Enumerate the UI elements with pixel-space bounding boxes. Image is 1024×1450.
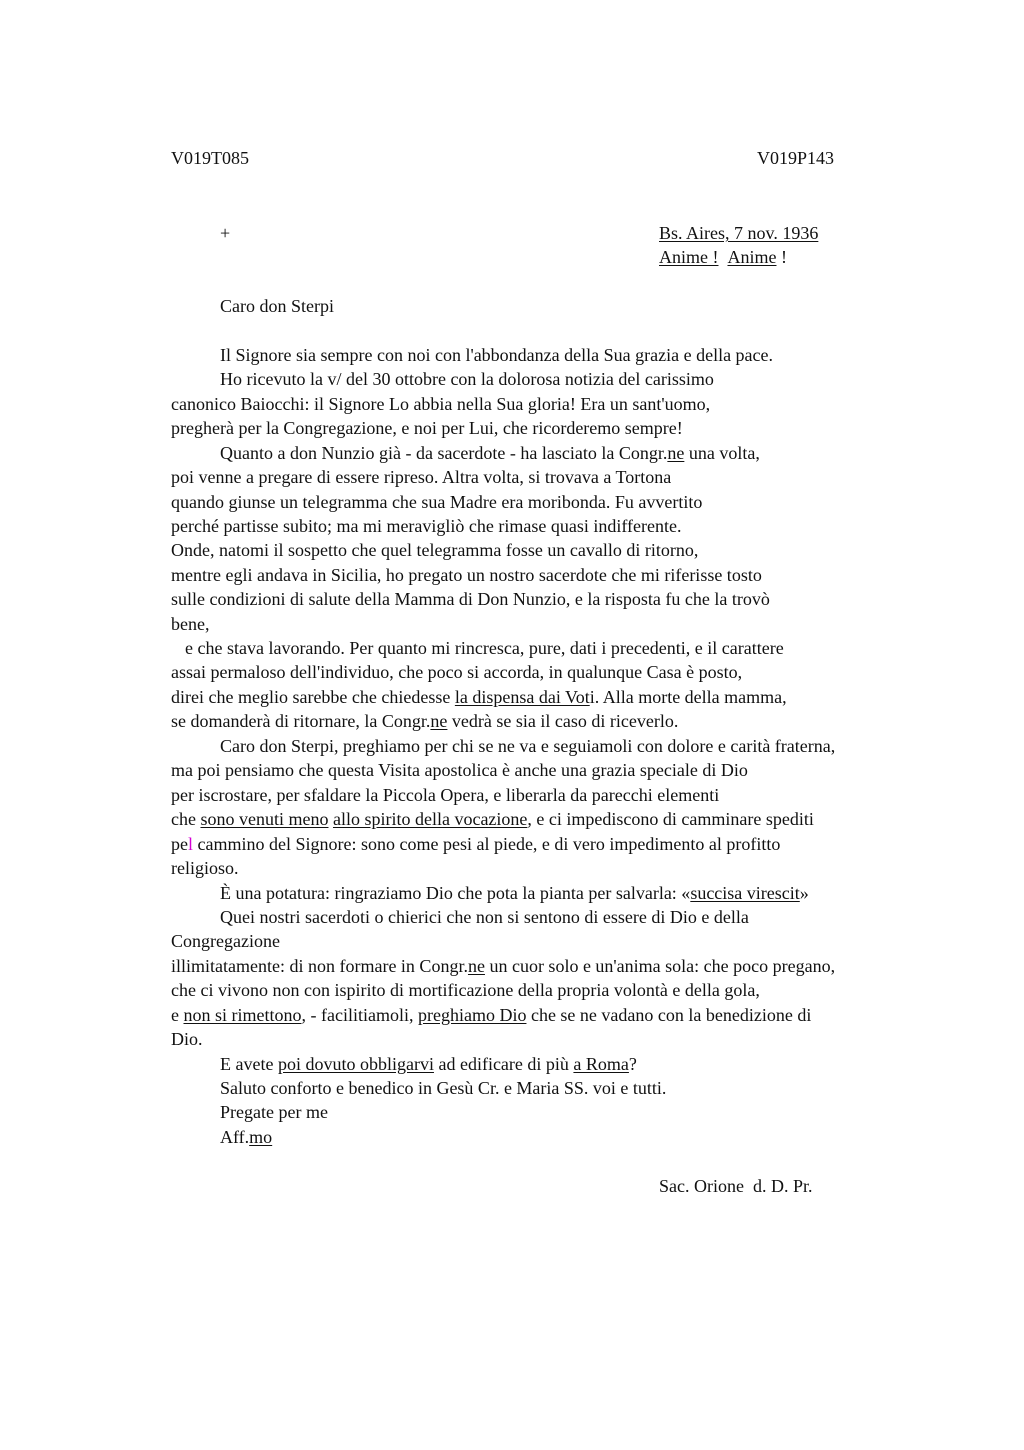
motto-part: Anime ! — [659, 247, 719, 267]
body-line: e non si rimettono, - facilitiamoli, preghiamo Dio che se ne vadano con la benedizione di — [171, 1005, 812, 1025]
body-line: pregherà per la Congregazione, e noi per Lui, che ricorderemo sempre! — [171, 418, 683, 438]
body-line: È una potatura: ringraziamo Dio che pota la pianta per salvarla: «succisa virescit» — [220, 883, 809, 903]
body-line: Ho ricevuto la v/ del 30 ottobre con la dolorosa notizia del carissimo — [220, 369, 714, 389]
signature: Sac. Orione d. D. Pr. — [659, 1176, 813, 1196]
body-line: poi venne a pregare di essere ripreso. Altra volta, si trovava a Tortona — [171, 467, 672, 487]
letter-date: Bs. Aires, 7 nov. 1936 — [659, 223, 819, 243]
body-line: mentre egli andava in Sicilia, ho pregato un nostro sacerdote che mi riferisse tosto — [171, 565, 762, 585]
motto — [659, 245, 787, 269]
body-line: illimitatamente: di non formare in Congr.ne un cuor solo e un'anima sola: che poco pregano, — [171, 956, 836, 976]
body-line: pel cammino del Signore: sono come pesi al piede, e di vero impedimento al profitto — [171, 834, 781, 854]
body-line: Pregate per me — [220, 1102, 328, 1122]
body-line: che sono venuti meno allo spirito della vocazione, e ci impediscono di camminare spediti — [171, 809, 814, 829]
body-line: perché partisse subito; ma mi meravigliò che rimase quasi indifferente. — [171, 516, 682, 536]
body-line: canonico Baiocchi: il Signore Lo abbia nella Sua gloria! Era un sant'uomo, — [171, 394, 711, 414]
body-line: Congregazione — [171, 931, 280, 951]
body-line: ma poi pensiamo che questa Visita apostolica è anche una grazia speciale di Dio — [171, 760, 748, 780]
body-line: religioso. — [171, 858, 239, 878]
body-line: Saluto conforto e benedico in Gesù Cr. e Maria SS. voi e tutti. — [220, 1078, 667, 1098]
body-line: Il Signore sia sempre con noi con l'abbondanza della Sua grazia e della pace. — [220, 345, 774, 365]
body-line: direi che meglio sarebbe che chiedesse la dispensa dai Voti. Alla morte della mamma, — [171, 687, 787, 707]
body-line: E avete poi dovuto obbligarvi ad edificare di più a Roma? — [220, 1054, 637, 1074]
body-line: Quei nostri sacerdoti o chierici che non si sentono di essere di Dio e della — [220, 907, 749, 927]
body-line: assai permaloso dell'individuo, che poco si accorda, in qualunque Casa è posto, — [171, 662, 743, 682]
body-line: sulle condizioni di salute della Mamma di Don Nunzio, e la risposta fu che la trovò — [171, 589, 770, 609]
body-line: Dio. — [171, 1029, 203, 1049]
motto-end: ! — [776, 247, 787, 267]
motto-part: Anime — [727, 247, 777, 267]
body-line: Onde, natomi il sospetto che quel telegramma fosse un cavallo di ritorno, — [171, 540, 699, 560]
body-line: che ci vivono non con ispirito di mortificazione della propria volontà e della gola, — [171, 980, 760, 1000]
cross-symbol: + — [220, 223, 231, 243]
document-code-right: V019P143 — [757, 148, 835, 168]
body-line: quando giunse un telegramma che sua Madre era moribonda. Fu avvertito — [171, 492, 703, 512]
body-line: se domanderà di ritornare, la Congr.ne vedrà se sia il caso di riceverlo. — [171, 711, 679, 731]
body-line: Quanto a don Nunzio già - da sacerdote - ha lasciato la Congr.ne una volta, — [220, 443, 760, 463]
body-line: Caro don Sterpi, preghiamo per chi se ne va e seguiamoli con dolore e carità fraterna, — [220, 736, 836, 756]
salutation: Caro don Sterpi — [220, 296, 334, 316]
document-code-left: V019T085 — [171, 148, 249, 168]
closing: Aff.mo — [220, 1127, 273, 1147]
body-line: bene, — [171, 614, 210, 634]
body-line: per iscrostare, per sfaldare la Piccola Opera, e liberarla da parecchi elementi — [171, 785, 720, 805]
body-line: e che stava lavorando. Per quanto mi rincresca, pure, dati i precedenti, e il carattere — [185, 638, 784, 658]
